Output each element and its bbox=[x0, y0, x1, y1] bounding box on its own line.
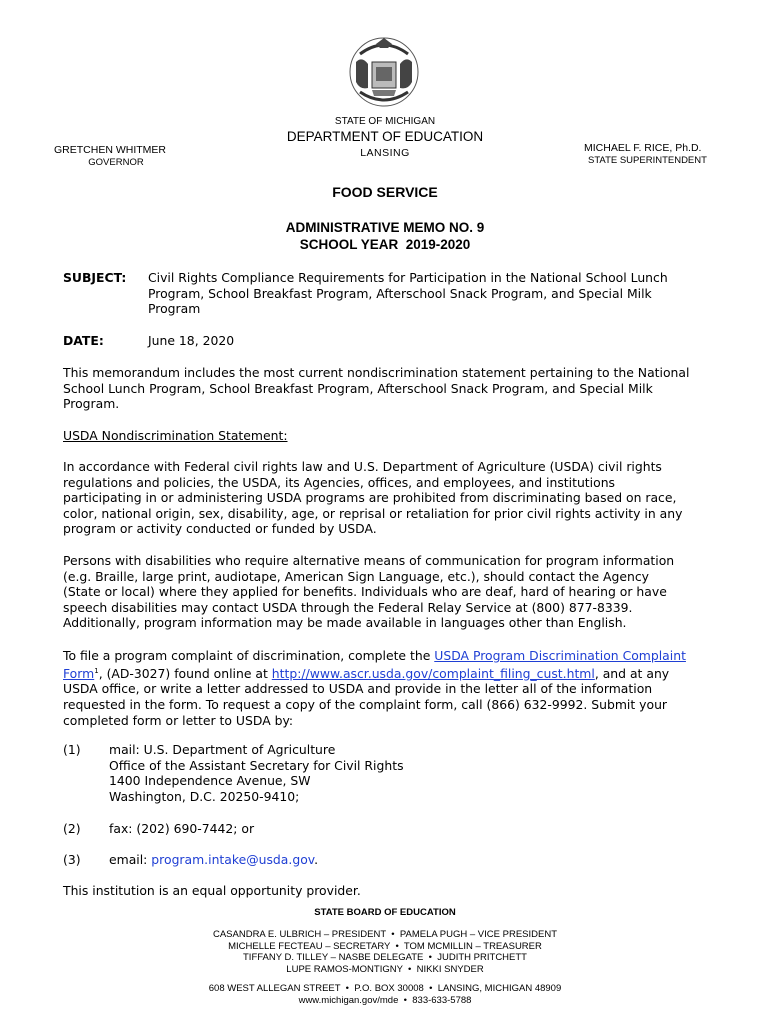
board-title: STATE BOARD OF EDUCATION bbox=[314, 907, 456, 918]
subject-label: SUBJECT: bbox=[63, 270, 127, 285]
state-seal bbox=[342, 34, 426, 108]
paragraph-line: To file a program complaint of discrimination, complete the USDA Program Discrimination Complaint bbox=[63, 648, 686, 663]
fax-line: fax: (202) 690-7442; or bbox=[109, 821, 255, 836]
paragraph-line: requested in the form. To request a copy of the complaint form, call (866) 632-9992. Submit your bbox=[63, 696, 668, 712]
department-title: DEPARTMENT OF EDUCATION bbox=[286, 129, 484, 144]
paragraph-line: Additionally, program information may be made available in languages other than English. bbox=[63, 615, 627, 631]
date-label: DATE: bbox=[63, 333, 104, 348]
paragraph-line: regulations and policies, the USDA, its Agencies, offices, and employees, and institutions bbox=[63, 474, 615, 490]
complaint-form-link-cont[interactable]: Form bbox=[63, 665, 95, 681]
memo-number: ADMINISTRATIVE MEMO NO. 9 bbox=[285, 220, 485, 235]
city-line: LANSING bbox=[360, 147, 410, 159]
mail-address bbox=[109, 742, 709, 804]
address-row: 608 WEST ALLEGAN STREET • P.O. BOX 30008 • LANSING, MICHIGAN 48909 bbox=[208, 983, 562, 994]
intro-line: School Lunch Program, School Breakfast Program, Afterschool Snack Program, and Special Milk bbox=[63, 380, 653, 396]
web-phone-row: www.michigan.gov/mde • 833-633-5788 bbox=[298, 994, 472, 1006]
statement-paragraph-1 bbox=[63, 459, 723, 537]
item-number: (3) bbox=[63, 852, 81, 867]
complaint-url-link[interactable]: http://www.ascr.usda.gov/complaint_filing_cust.html bbox=[271, 665, 595, 681]
email-line: email: program.intake@usda.gov. bbox=[109, 852, 319, 867]
intro-line: Program. bbox=[63, 396, 120, 412]
intro-line: This memorandum includes the most current nondiscrimination statement pertaining to the National bbox=[63, 365, 690, 380]
email-link[interactable]: program.intake@usda.gov bbox=[151, 852, 315, 867]
paragraph-line: program or activity conducted or funded by USDA. bbox=[63, 521, 377, 537]
date-value: June 18, 2020 bbox=[148, 333, 235, 348]
address-line: 1400 Independence Avenue, SW bbox=[109, 773, 311, 789]
item-number: (2) bbox=[63, 821, 81, 836]
state-seal-icon bbox=[342, 34, 426, 108]
subject-text bbox=[148, 270, 728, 317]
board-row: CASANDRA E. ULBRICH – PRESIDENT • PAMELA PUGH – VICE PRESIDENT bbox=[212, 929, 557, 940]
paragraph-line: (e.g. Braille, large print, audiotape, American Sign Language, etc.), should contact the Agency bbox=[63, 568, 650, 584]
intro-paragraph bbox=[63, 365, 723, 412]
item-number: (1) bbox=[63, 742, 81, 757]
board-row: TIFFANY D. TILLEY – NASBE DELEGATE • JUDITH PRITCHETT bbox=[243, 952, 527, 963]
address-line: Office of the Assistant Secretary for Civil Rights bbox=[109, 757, 404, 773]
paragraph-line: color, national origin, sex, disability, age, or reprisal or retaliation for prior civil rights activity in any bbox=[63, 505, 683, 521]
paragraph-line: USDA office, or write a letter addressed to USDA and provide in the letter all of the information bbox=[63, 681, 653, 697]
paragraph-line: completed form or letter to USDA by: bbox=[63, 712, 294, 728]
board-row: MICHELLE FECTEAU – SECRETARY • TOM MCMILLIN – TREASURER bbox=[228, 940, 542, 952]
superintendent-title: STATE SUPERINTENDENT bbox=[588, 155, 707, 166]
section-title: FOOD SERVICE bbox=[332, 184, 438, 200]
paragraph-line: Persons with disabilities who require alternative means of communication for program information bbox=[63, 553, 675, 568]
paragraph-line: participating in or administering USDA programs are prohibited from discriminating based on race, bbox=[63, 490, 677, 506]
statement-heading: USDA Nondiscrimination Statement: bbox=[63, 428, 288, 443]
paragraph-line: In accordance with Federal civil rights law and U.S. Department of Agriculture (USDA) civil rights bbox=[63, 459, 662, 474]
footer-address bbox=[135, 983, 635, 1006]
statement-paragraph-3 bbox=[63, 648, 733, 728]
governor-title: GOVERNOR bbox=[88, 157, 144, 168]
board-row: LUPE RAMOS-MONTIGNY • NIKKI SNYDER bbox=[286, 963, 484, 975]
statement-paragraph-2 bbox=[63, 553, 723, 631]
school-year: SCHOOL YEAR 2019-2020 bbox=[299, 237, 471, 252]
board-members bbox=[135, 929, 635, 975]
subject-line: Program, School Breakfast Program, Afterschool Snack Program, and Special Milk bbox=[148, 285, 652, 301]
address-line: Washington, D.C. 20250-9410; bbox=[109, 788, 300, 804]
closing-line: This institution is an equal opportunity provider. bbox=[63, 883, 361, 898]
complaint-form-link[interactable]: USDA Program Discrimination Complaint bbox=[434, 648, 686, 663]
paragraph-line: Form$^1$, (AD-3027) found online at http://www.ascr.usda.gov/complaint_filing_cust.html, and at any bbox=[63, 665, 670, 681]
governor-name: GRETCHEN WHITMER bbox=[54, 144, 166, 156]
superintendent-name: MICHAEL F. RICE, Ph.D. bbox=[584, 142, 702, 154]
address-line: mail: U.S. Department of Agriculture bbox=[109, 742, 336, 757]
subject-line: Program bbox=[148, 301, 201, 317]
footnote-marker: 1 bbox=[94, 666, 99, 675]
subject-line: Civil Rights Compliance Requirements for Participation in the National School Lunch bbox=[148, 270, 668, 285]
paragraph-line: speech disabilities may contact USDA through the Federal Relay Service at (800) 877-8339. bbox=[63, 599, 633, 615]
state-line: STATE OF MICHIGAN bbox=[334, 116, 436, 127]
paragraph-line: (State or local) where they applied for benefits. Individuals who are deaf, hard of hearing or have bbox=[63, 584, 667, 600]
